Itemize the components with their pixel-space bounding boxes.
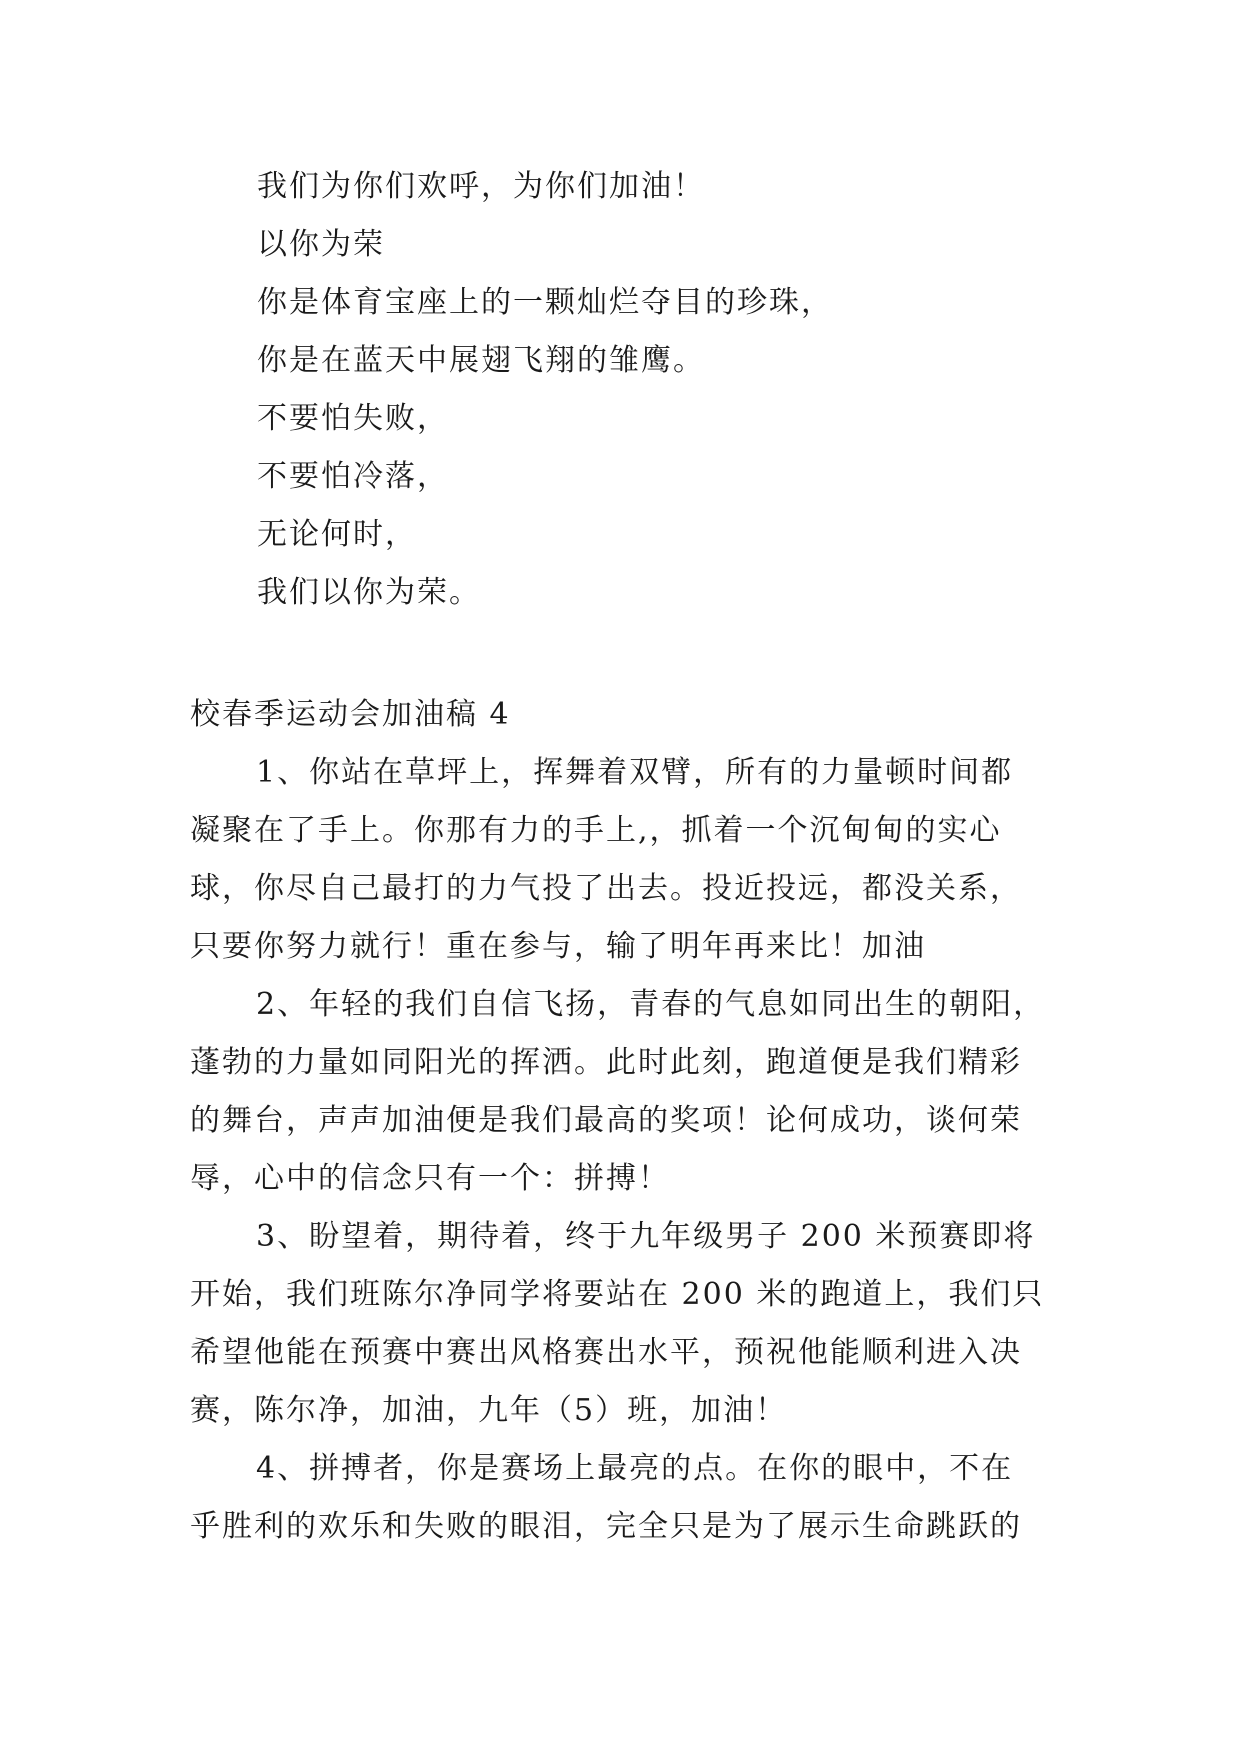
poem-line: 我们为你们欢呼，为你们加油！ (257, 169, 705, 204)
paragraph-3 (190, 1208, 1050, 1440)
paragraph-line: 赛，陈尔净，加油，九年（5）班，加油！ (190, 1393, 788, 1428)
poem-line: 你是体育宝座上的一颗灿烂夺目的珍珠， (257, 285, 833, 320)
paragraph-line: 的舞台，声声加油便是我们最高的奖项！论何成功，谈何荣 (190, 1103, 1022, 1138)
paragraph-line: 凝聚在了手上。你那有力的手上,，抓着一个沉甸甸的实心 (190, 813, 1002, 848)
poem-line: 你是在蓝天中展翅飞翔的雏鹰。 (257, 343, 705, 378)
paragraph-line: 蓬勃的力量如同阳光的挥洒。此时此刻，跑道便是我们精彩 (190, 1045, 1022, 1080)
poem-block (257, 158, 1057, 622)
poem-line: 以你为荣 (257, 227, 385, 262)
paragraph-line: 4、拼搏者，你是赛场上最亮的点。在你的眼中，不在 (256, 1451, 1014, 1486)
paragraph-line: 辱，心中的信念只有一个：拼搏！ (190, 1161, 670, 1196)
paragraph-2 (190, 976, 1050, 1208)
paragraph-line: 乎胜利的欢乐和失败的眼泪，完全只是为了展示生命跳跃的 (190, 1509, 1022, 1544)
body-text (190, 744, 1050, 1556)
paragraph-line: 球，你尽自己最打的力气投了出去。投近投远，都没关系， (190, 871, 1022, 906)
poem-line: 不要怕冷落， (257, 459, 449, 494)
poem-line: 不要怕失败， (257, 401, 449, 436)
paragraph-line: 2、年轻的我们自信飞扬，青春的气息如同出生的朝阳， (256, 987, 1046, 1022)
paragraph-line: 3、盼望着，期待着，终于九年级男子 200 米预赛即将 (256, 1219, 1036, 1254)
paragraph-line: 1、你站在草坪上，挥舞着双臂，所有的力量顿时间都 (256, 755, 1014, 790)
paragraph-1 (190, 744, 1050, 976)
paragraph-line: 只要你努力就行！重在参与，输了明年再来比！加油 (190, 929, 926, 964)
poem-line: 无论何时， (257, 517, 417, 552)
paragraph-line: 希望他能在预赛中赛出风格赛出水平，预祝他能顺利进入决 (190, 1335, 1022, 1370)
paragraph-line: 开始，我们班陈尔净同学将要站在 200 米的跑道上，我们只 (190, 1277, 1045, 1312)
paragraph-4 (190, 1440, 1050, 1556)
poem-line: 我们以你为荣。 (257, 575, 481, 610)
section-heading: 校春季运动会加油稿 4 (190, 697, 511, 732)
